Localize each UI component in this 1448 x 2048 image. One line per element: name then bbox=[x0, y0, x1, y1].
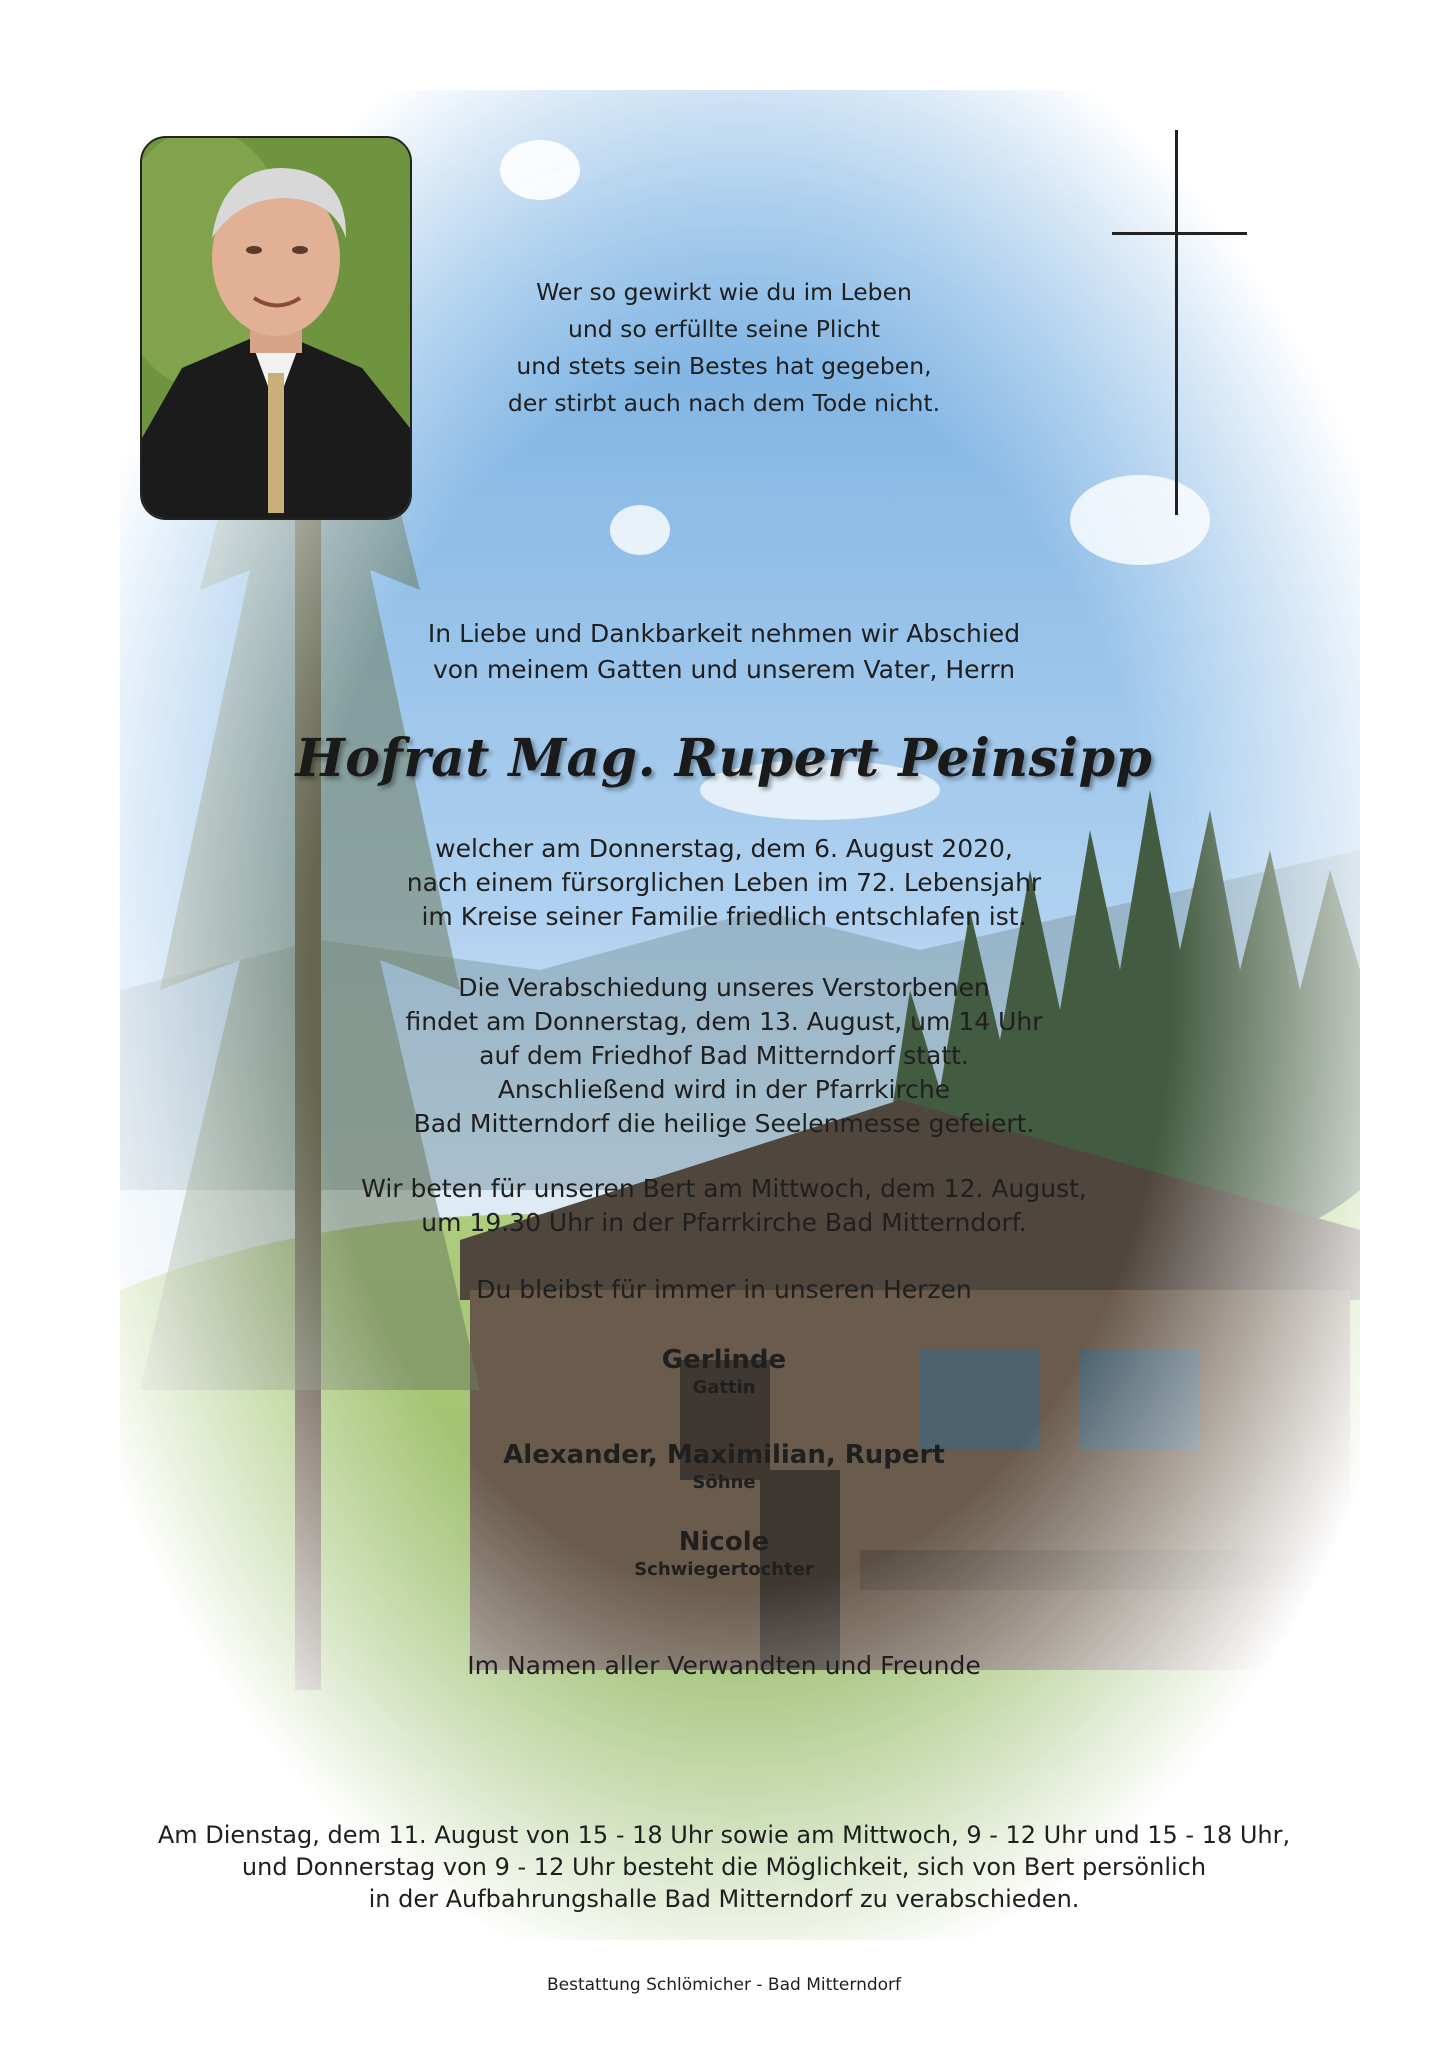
ceremony-details bbox=[0, 971, 1448, 1141]
mourner-names: Gerlinde bbox=[661, 1345, 787, 1375]
memorial-poem bbox=[0, 274, 1448, 422]
death-notice bbox=[0, 832, 1448, 934]
death-line: nach einem fürsorglichen Leben im 72. Lebensjahr bbox=[406, 868, 1042, 897]
intro-line: von meinem Gatten und unserem Vater, Herrn bbox=[432, 655, 1016, 684]
ceremony-line: Bad Mitterndorf die heilige Seelenmesse gefeiert. bbox=[413, 1109, 1035, 1138]
farewell-intro bbox=[0, 616, 1448, 688]
cross-icon-bar bbox=[1112, 232, 1247, 235]
mourner-block bbox=[0, 1527, 1448, 1580]
intro-line: In Liebe und Dankbarkeit nehmen wir Abschied bbox=[427, 619, 1021, 648]
viewing-line: Am Dienstag, dem 11. August von 15 - 18 Uhr sowie am Mittwoch, 9 - 12 Uhr und 15 - 18 Uhr, bbox=[157, 1821, 1291, 1849]
prayer-line: um 19.30 Uhr in der Pfarrkirche Bad Mitterndorf. bbox=[421, 1208, 1027, 1237]
mourner-role: Söhne bbox=[692, 1472, 756, 1493]
mourner-block bbox=[0, 1440, 1448, 1493]
ceremony-line: Anschließend wird in der Pfarrkirche bbox=[497, 1075, 951, 1104]
death-line: welcher am Donnerstag, dem 6. August 2020, bbox=[435, 834, 1013, 863]
mourner-names: Nicole bbox=[678, 1527, 770, 1557]
viewing-line: und Donnerstag von 9 - 12 Uhr besteht die Möglichkeit, sich von Bert persönlich bbox=[241, 1853, 1207, 1881]
prayer-line: Wir beten für unseren Bert am Mittwoch, dem 12. August, bbox=[361, 1174, 1087, 1203]
death-line: im Kreise seiner Familie friedlich entschlafen ist. bbox=[421, 902, 1027, 931]
ceremony-line: findet am Donnerstag, dem 13. August, um 14 Uhr bbox=[405, 1007, 1043, 1036]
closing-line: Du bleibst für immer in unseren Herzen bbox=[476, 1275, 972, 1304]
poem-line: und stets sein Bestes hat gegeben, bbox=[516, 352, 932, 380]
mourner-role: Gattin bbox=[692, 1377, 756, 1398]
funeral-home-footer: Bestattung Schlömicher - Bad Mitterndorf bbox=[546, 1975, 902, 1995]
relatives-line: Im Namen aller Verwandten und Freunde bbox=[467, 1651, 981, 1680]
mourner-names: Alexander, Maximilian, Rupert bbox=[503, 1440, 945, 1470]
ceremony-line: Die Verabschiedung unseres Verstorbenen bbox=[458, 973, 990, 1002]
viewing-line: in der Aufbahrungshalle Bad Mitterndorf zu verabschieden. bbox=[368, 1885, 1080, 1913]
mourner-role: Schwiegertochter bbox=[634, 1559, 814, 1580]
mourner-block bbox=[0, 1345, 1448, 1398]
poem-line: der stirbt auch nach dem Tode nicht. bbox=[507, 389, 941, 417]
viewing-details bbox=[0, 1819, 1448, 1915]
poem-line: Wer so gewirkt wie du im Leben bbox=[536, 278, 912, 306]
prayer-details bbox=[0, 1172, 1448, 1240]
ceremony-line: auf dem Friedhof Bad Mitterndorf statt. bbox=[479, 1041, 969, 1070]
poem-line: und so erfüllte seine Plicht bbox=[567, 315, 881, 343]
deceased-name: Hofrat Mag. Rupert Peinsipp bbox=[295, 728, 1153, 789]
